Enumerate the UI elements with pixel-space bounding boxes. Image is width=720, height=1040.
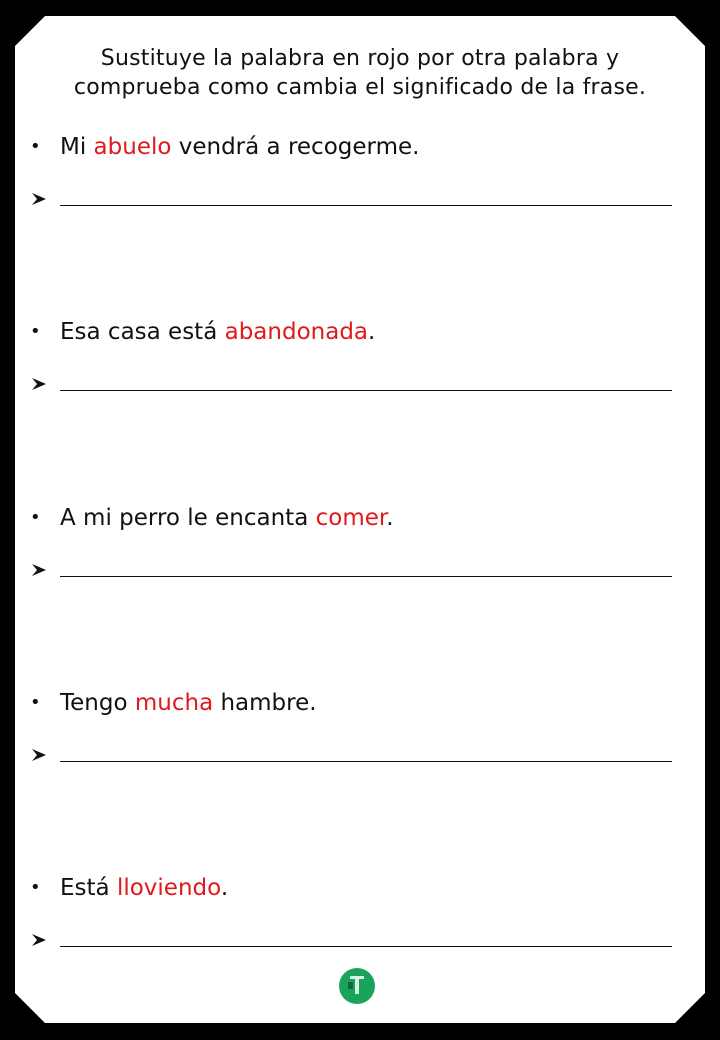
highlight-word: lloviendo — [116, 875, 221, 901]
sentence — [30, 134, 419, 160]
highlight-word: mucha — [134, 690, 214, 716]
answer-row — [30, 190, 672, 214]
answer-row — [30, 931, 672, 955]
answer-line[interactable] — [60, 390, 672, 391]
arrow-right-icon — [30, 375, 48, 393]
arrow-right-icon — [30, 746, 48, 764]
sentence-before: Tengo — [60, 690, 135, 716]
bullet-icon: • — [30, 321, 41, 342]
instructions — [30, 44, 690, 102]
instructions-line-2: comprueba como cambia el significado de la frase. — [73, 75, 647, 100]
arrow-right-icon — [30, 190, 48, 208]
sentence-after: . — [386, 505, 394, 531]
brand-logo-icon — [339, 968, 375, 1004]
sentence-before: A mi perro le encanta — [60, 505, 316, 531]
instructions-line-1: Sustituye la palabra en rojo por otra palabra y — [100, 46, 620, 71]
sentence-before: Esa casa está — [60, 319, 225, 345]
answer-row — [30, 746, 672, 770]
highlight-word: abuelo — [93, 134, 172, 160]
sentence — [30, 875, 228, 901]
highlight-word: comer — [315, 505, 387, 531]
sentence-before: Está — [60, 875, 117, 901]
arrow-right-icon — [30, 931, 48, 949]
answer-line[interactable] — [60, 761, 672, 762]
sentence — [30, 690, 317, 716]
answer-line[interactable] — [60, 205, 672, 206]
sentence-after: hambre. — [213, 690, 317, 716]
bullet-icon: • — [30, 507, 41, 528]
sentence-after: vendrá a recogerme. — [171, 134, 420, 160]
answer-line[interactable] — [60, 576, 672, 577]
answer-line[interactable] — [60, 946, 672, 947]
sentence-after: . — [368, 319, 376, 345]
answer-row — [30, 561, 672, 585]
bullet-icon: • — [30, 877, 41, 898]
sentence — [30, 505, 394, 531]
bullet-icon: • — [30, 692, 41, 713]
sentence-after: . — [220, 875, 229, 901]
sentence — [30, 319, 375, 345]
arrow-right-icon — [30, 561, 48, 579]
highlight-word: abandonada — [224, 319, 369, 345]
answer-row — [30, 375, 672, 399]
sentence-before: Mi — [60, 134, 94, 160]
bullet-icon: • — [30, 136, 41, 157]
